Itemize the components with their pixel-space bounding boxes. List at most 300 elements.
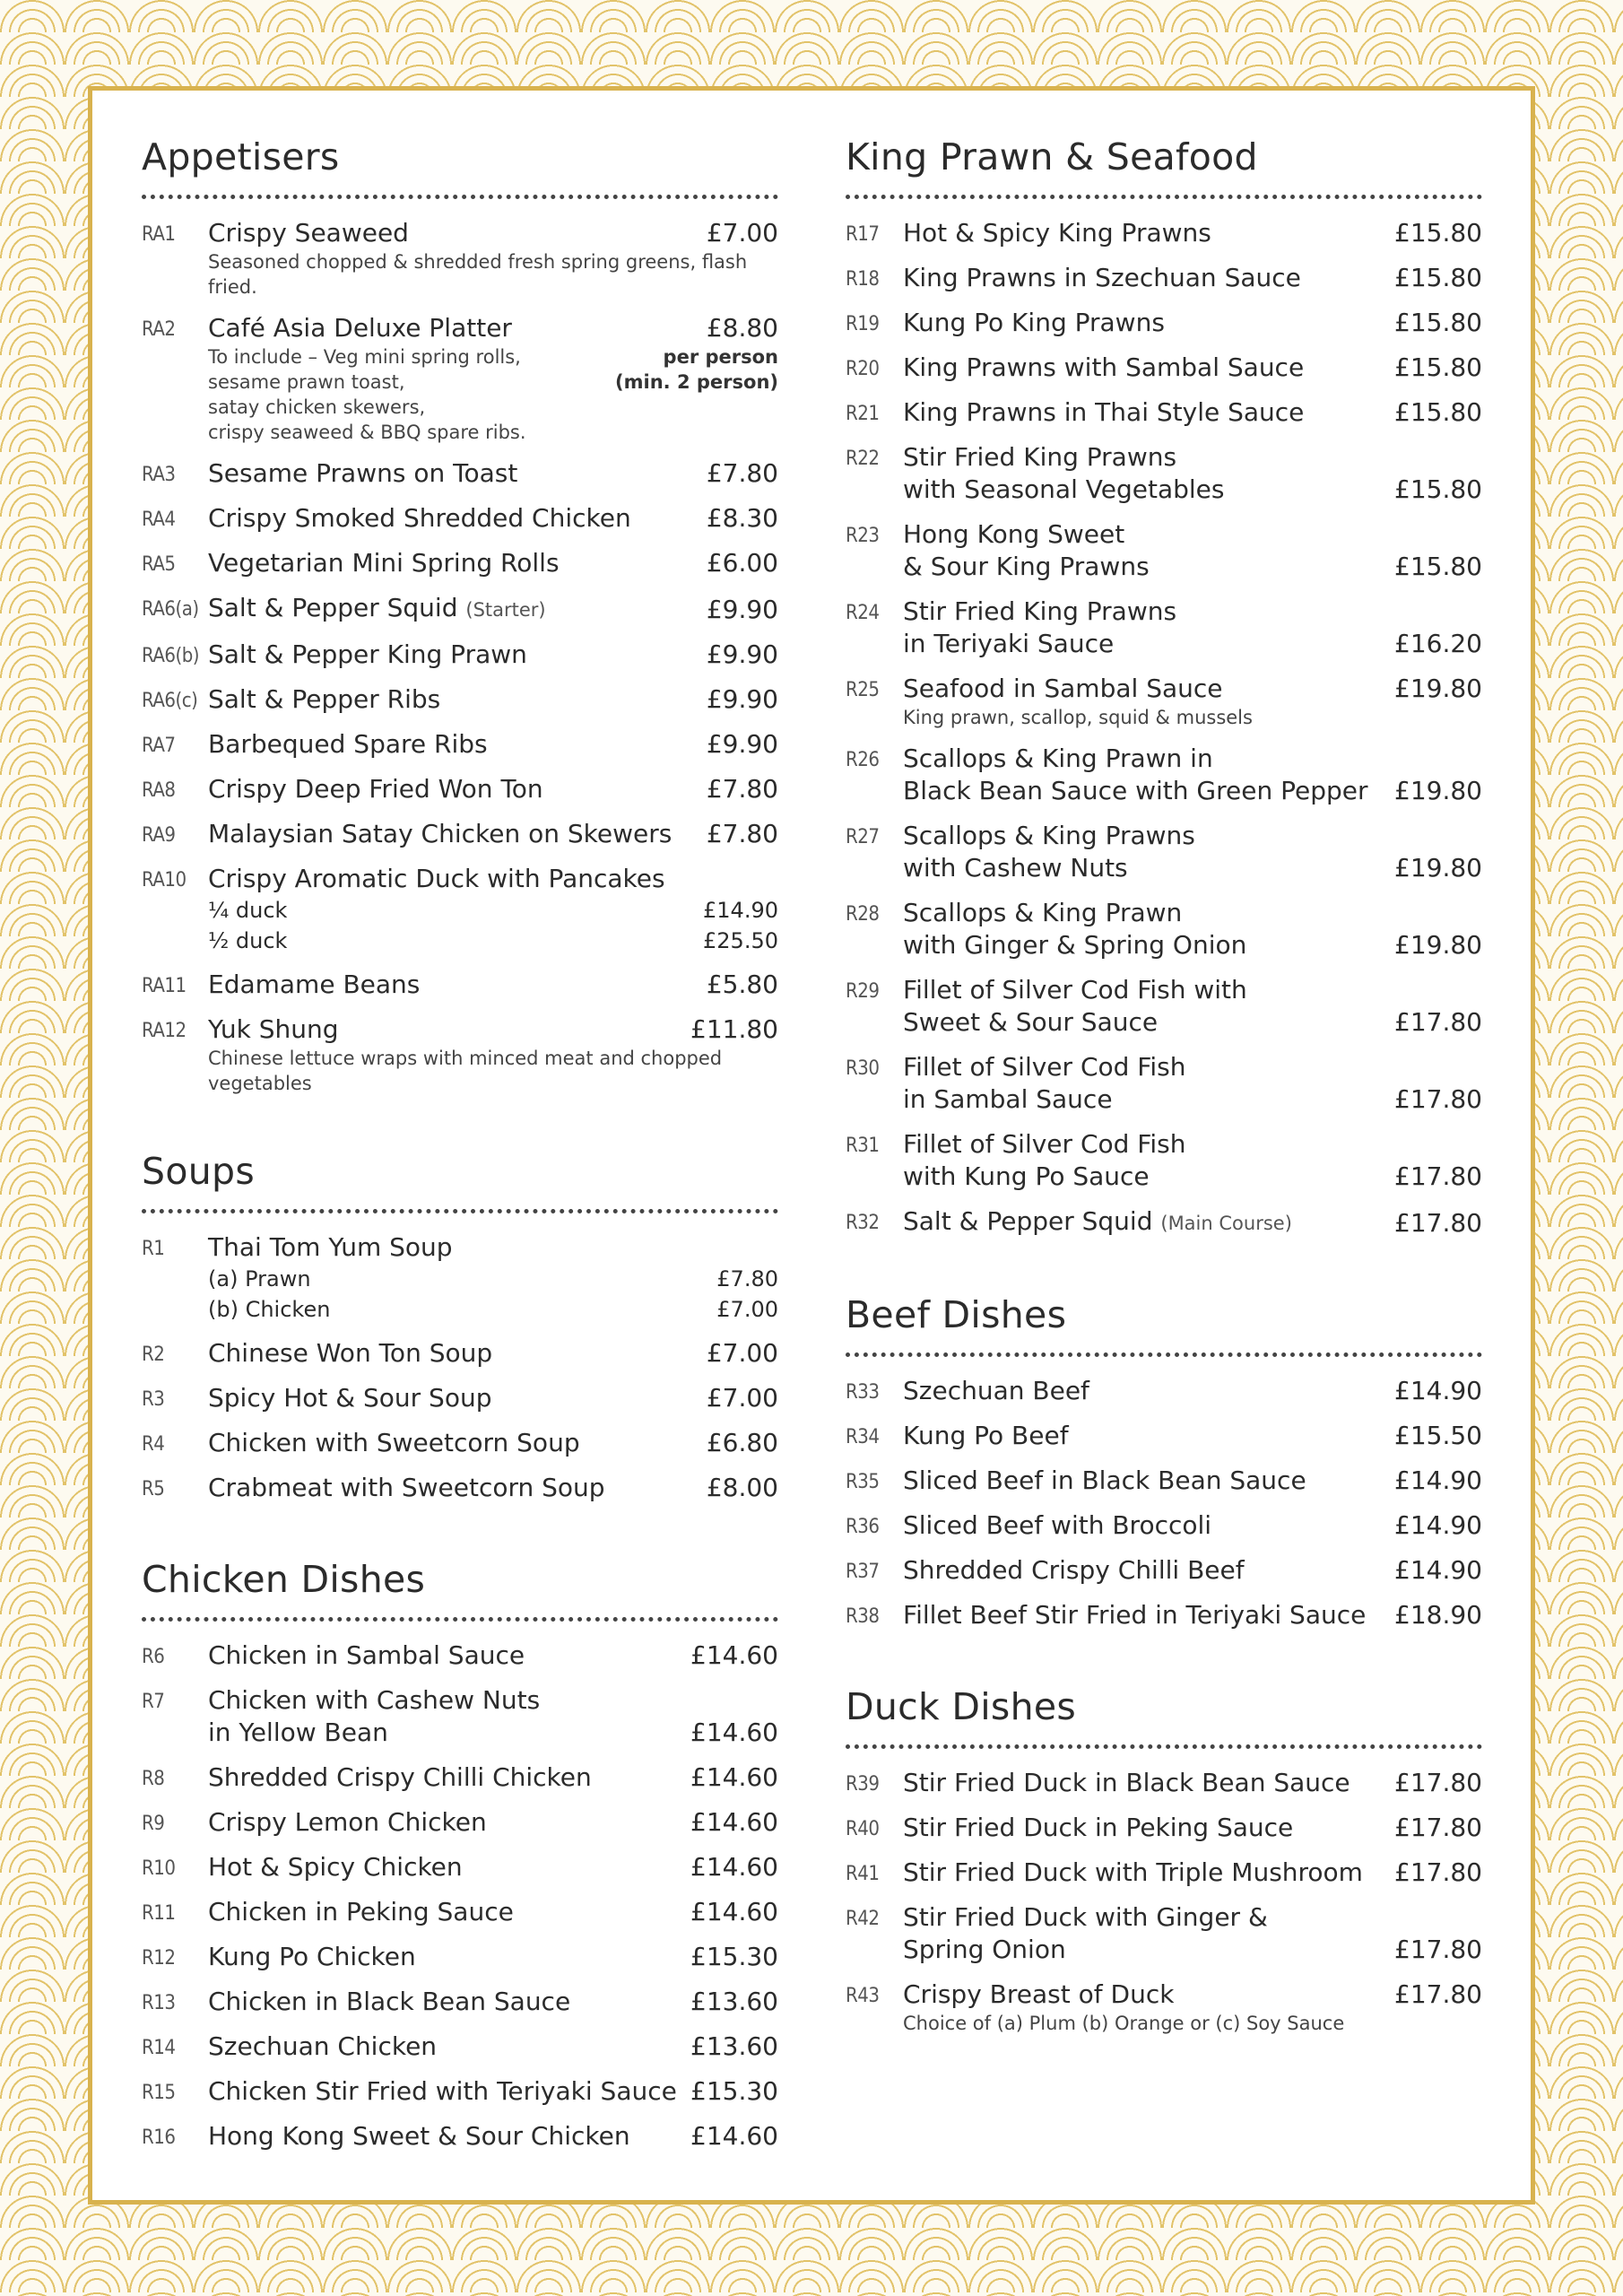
item-price: £5.80 bbox=[706, 970, 778, 999]
menu-section bbox=[846, 135, 1482, 1239]
item-description: King prawn, scallop, squid & mussels bbox=[903, 707, 1253, 728]
menu-item bbox=[846, 1465, 1482, 1497]
item-price: £15.80 bbox=[1394, 218, 1482, 248]
item-price: £9.90 bbox=[706, 729, 778, 759]
item-body bbox=[903, 1857, 1482, 1889]
menu-item bbox=[846, 307, 1482, 339]
item-price: £19.80 bbox=[1394, 674, 1482, 703]
item-body bbox=[903, 1051, 1482, 1116]
item-code: R31 bbox=[846, 1135, 880, 1157]
item-body bbox=[208, 1472, 778, 1504]
item-price: £14.90 bbox=[1394, 1510, 1482, 1540]
item-price: £14.60 bbox=[690, 1807, 778, 1837]
item-price: £14.90 bbox=[1394, 1465, 1482, 1495]
price-note bbox=[615, 344, 778, 395]
item-name-wrap bbox=[208, 1986, 570, 2018]
item-name-wrap bbox=[208, 502, 631, 535]
item-name: Stir Fried Duck in Peking Sauce bbox=[903, 1813, 1294, 1842]
item-name: Shredded Crispy Chilli Chicken bbox=[208, 1762, 592, 1792]
item-row bbox=[208, 1717, 778, 1749]
item-name-wrap bbox=[208, 773, 543, 805]
item-price: £17.80 bbox=[1394, 1813, 1482, 1842]
item-code: R20 bbox=[846, 358, 880, 380]
item-body bbox=[208, 969, 778, 1001]
item-code: R41 bbox=[846, 1863, 880, 1885]
item-body bbox=[208, 1851, 778, 1883]
menu-item bbox=[142, 217, 778, 300]
item-code: R16 bbox=[142, 2126, 176, 2149]
item-name-wrap bbox=[903, 1420, 1069, 1452]
item-price: £14.90 bbox=[1394, 1376, 1482, 1405]
option-price: £7.00 bbox=[716, 1297, 778, 1322]
item-row bbox=[208, 2075, 778, 2108]
menu-item bbox=[846, 1901, 1482, 1966]
menu-section bbox=[142, 135, 778, 1096]
item-name: Szechuan Chicken bbox=[208, 2031, 438, 2061]
menu-item bbox=[846, 743, 1482, 807]
item-price: £17.80 bbox=[1394, 1161, 1482, 1191]
item-name-wrap bbox=[208, 1896, 514, 1928]
item-code: R27 bbox=[846, 826, 880, 848]
item-name-wrap bbox=[208, 1941, 416, 1973]
item-price: £6.80 bbox=[706, 1428, 778, 1457]
item-name: Salt & Pepper Ribs bbox=[208, 684, 441, 714]
menu-item bbox=[846, 1509, 1482, 1542]
item-row bbox=[903, 551, 1482, 583]
item-name-wrap bbox=[208, 1427, 580, 1459]
option-label: ¼ duck bbox=[208, 898, 288, 923]
item-name: Salt & Pepper Squid bbox=[903, 1206, 1153, 1236]
item-row bbox=[208, 2120, 778, 2152]
menu-item bbox=[846, 217, 1482, 249]
item-code: R33 bbox=[846, 1381, 880, 1404]
item-name-wrap bbox=[208, 639, 527, 671]
item-name: Stir Fried King Prawns bbox=[903, 442, 1177, 472]
item-body bbox=[903, 974, 1482, 1039]
item-name: Salt & Pepper King Prawn bbox=[208, 639, 527, 669]
menu-item bbox=[846, 518, 1482, 583]
menu-item bbox=[142, 502, 778, 535]
item-price: £14.90 bbox=[1394, 1555, 1482, 1585]
item-name: Crispy Deep Fried Won Ton bbox=[208, 774, 543, 804]
menu-item bbox=[142, 818, 778, 850]
item-name: Thai Tom Yum Soup bbox=[208, 1232, 453, 1262]
item-price: £17.80 bbox=[1394, 1208, 1482, 1238]
item-name: Kung Po Chicken bbox=[208, 1942, 416, 1971]
item-code: RA5 bbox=[142, 553, 176, 576]
item-price: £19.80 bbox=[1394, 776, 1482, 805]
item-name-wrap bbox=[903, 1205, 1292, 1239]
item-row bbox=[208, 2031, 778, 2063]
item-price: £8.80 bbox=[706, 313, 778, 343]
item-code: R42 bbox=[846, 1908, 880, 1930]
item-name-wrap bbox=[208, 217, 409, 249]
item-row bbox=[208, 1639, 778, 1672]
item-name: Crispy Breast of Duck bbox=[903, 1979, 1175, 2009]
item-row bbox=[903, 1420, 1482, 1452]
item-body bbox=[208, 217, 778, 300]
item-row bbox=[903, 852, 1482, 884]
item-code: R12 bbox=[142, 1947, 176, 1970]
item-code: R35 bbox=[846, 1471, 880, 1493]
item-body bbox=[903, 897, 1482, 961]
item-body bbox=[208, 547, 778, 579]
menu-item bbox=[142, 1941, 778, 1973]
item-code: RA4 bbox=[142, 509, 176, 531]
menu-section bbox=[142, 1150, 778, 1504]
price-note-line: (min. 2 person) bbox=[615, 371, 778, 393]
item-price: £16.20 bbox=[1394, 629, 1482, 658]
item-name: Chicken in Sambal Sauce bbox=[208, 1640, 525, 1670]
item-name: Hong Kong Sweet bbox=[903, 519, 1125, 549]
item-name-wrap bbox=[208, 1761, 592, 1794]
item-code: RA10 bbox=[142, 869, 187, 891]
item-row bbox=[208, 1941, 778, 1973]
item-row bbox=[208, 1382, 778, 1414]
item-name-wrap bbox=[903, 1375, 1089, 1407]
item-price: £14.60 bbox=[690, 1762, 778, 1792]
item-body bbox=[208, 1941, 778, 1973]
menu-item bbox=[846, 1051, 1482, 1116]
item-name: Crabmeat with Sweetcorn Soup bbox=[208, 1473, 605, 1502]
item-code: RA6(a) bbox=[142, 598, 199, 621]
item-name: Fillet Beef Stir Fried in Teriyaki Sauce bbox=[903, 1600, 1367, 1630]
item-code: R29 bbox=[846, 980, 880, 1003]
item-price: £8.30 bbox=[706, 503, 778, 533]
menu-item bbox=[142, 1337, 778, 1370]
item-price: £15.30 bbox=[690, 2076, 778, 2106]
item-code: R13 bbox=[142, 1992, 176, 2014]
item-name-wrap bbox=[208, 818, 672, 850]
item-row bbox=[903, 1767, 1482, 1799]
item-body bbox=[208, 773, 778, 805]
item-name-line-2: Black Bean Sauce with Green Pepper bbox=[903, 776, 1368, 805]
item-price: £17.80 bbox=[1394, 1084, 1482, 1114]
item-name: Stir Fried Duck with Ginger & bbox=[903, 1902, 1268, 1932]
item-body bbox=[208, 2120, 778, 2152]
item-code: RA6(c) bbox=[142, 690, 198, 712]
item-code: R1 bbox=[142, 1238, 165, 1260]
item-code: RA3 bbox=[142, 464, 176, 486]
right-column bbox=[846, 135, 1482, 2090]
menu-item bbox=[846, 974, 1482, 1039]
item-price: £6.00 bbox=[706, 548, 778, 578]
menu-item bbox=[142, 1896, 778, 1928]
menu-item bbox=[142, 457, 778, 490]
item-code: R6 bbox=[142, 1646, 165, 1668]
item-name-line-2: with Kung Po Sauce bbox=[903, 1161, 1150, 1191]
item-row bbox=[208, 1472, 778, 1504]
item-name: Hot & Spicy Chicken bbox=[208, 1852, 463, 1882]
item-price: £7.80 bbox=[706, 819, 778, 848]
menu-item bbox=[142, 1684, 778, 1749]
item-row bbox=[903, 1083, 1482, 1116]
item-body bbox=[903, 1128, 1482, 1193]
item-price: £7.00 bbox=[706, 218, 778, 248]
item-body bbox=[903, 1979, 1482, 2036]
item-code: R32 bbox=[846, 1212, 880, 1234]
item-row bbox=[903, 474, 1482, 506]
item-name-wrap bbox=[208, 1231, 453, 1264]
item-name-wrap bbox=[208, 728, 488, 761]
item-code: R25 bbox=[846, 679, 880, 701]
menu-item bbox=[846, 352, 1482, 384]
item-body bbox=[903, 1901, 1482, 1966]
item-price: £15.80 bbox=[1394, 397, 1482, 427]
item-name: Edamame Beans bbox=[208, 970, 421, 999]
menu-item bbox=[142, 1851, 778, 1883]
menu-item bbox=[142, 1986, 778, 2018]
option-price: £14.90 bbox=[703, 898, 778, 923]
menu-item bbox=[142, 683, 778, 716]
item-row bbox=[903, 1554, 1482, 1587]
item-name-wrap bbox=[208, 969, 420, 1001]
item-name: Fillet of Silver Cod Fish bbox=[903, 1129, 1186, 1159]
item-row bbox=[903, 929, 1482, 961]
item-row bbox=[903, 217, 1482, 249]
item-body bbox=[208, 592, 778, 626]
item-name-wrap bbox=[208, 312, 512, 344]
item-row bbox=[903, 1812, 1482, 1844]
item-row bbox=[208, 1851, 778, 1883]
menu-item bbox=[142, 773, 778, 805]
menu-item bbox=[142, 1013, 778, 1096]
item-body bbox=[903, 673, 1482, 730]
item-body bbox=[208, 1382, 778, 1414]
item-row bbox=[208, 502, 778, 535]
description-line: satay chicken skewers, bbox=[208, 396, 426, 418]
item-name-wrap bbox=[208, 1639, 525, 1672]
item-option bbox=[208, 895, 778, 926]
option-label: (a) Prawn bbox=[208, 1266, 311, 1292]
item-name: Barbequed Spare Ribs bbox=[208, 729, 488, 759]
item-name: Hot & Spicy King Prawns bbox=[903, 218, 1211, 248]
item-description: Choice of (a) Plum (b) Orange or (c) Soy Sauce bbox=[903, 2013, 1345, 2034]
item-code: R10 bbox=[142, 1857, 176, 1880]
item-name-wrap bbox=[208, 683, 440, 716]
item-name: Crispy Seaweed bbox=[208, 218, 409, 248]
item-code: RA2 bbox=[142, 318, 176, 341]
item-option bbox=[208, 926, 778, 956]
menu-item bbox=[846, 1205, 1482, 1239]
item-code: R22 bbox=[846, 448, 880, 470]
menu-item bbox=[142, 1472, 778, 1504]
item-code: RA9 bbox=[142, 824, 176, 847]
item-price: £13.60 bbox=[690, 2031, 778, 2061]
option-label: (b) Chicken bbox=[208, 1297, 331, 1322]
item-body bbox=[208, 312, 778, 445]
item-name-wrap bbox=[903, 352, 1304, 384]
price-note-line: per person bbox=[663, 346, 778, 368]
item-name-line-2: in Yellow Bean bbox=[208, 1718, 388, 1747]
item-row bbox=[208, 592, 778, 626]
section-title: Chicken Dishes bbox=[142, 1558, 426, 1601]
item-code: R3 bbox=[142, 1388, 165, 1411]
menu-item bbox=[846, 673, 1482, 730]
item-name-wrap bbox=[903, 262, 1301, 294]
item-name: Café Asia Deluxe Platter bbox=[208, 313, 512, 343]
item-option bbox=[208, 1294, 778, 1325]
menu-item bbox=[142, 1806, 778, 1839]
dotted-divider bbox=[142, 195, 778, 199]
item-row bbox=[903, 1934, 1482, 1966]
item-body bbox=[903, 1767, 1482, 1799]
item-price: £14.60 bbox=[690, 1640, 778, 1670]
item-body bbox=[903, 1554, 1482, 1587]
item-name-line-2: Sweet & Sour Sauce bbox=[903, 1007, 1159, 1037]
item-body bbox=[208, 502, 778, 535]
item-name-wrap bbox=[208, 592, 546, 626]
menu-item bbox=[142, 1231, 778, 1325]
item-body bbox=[208, 818, 778, 850]
item-row bbox=[208, 1761, 778, 1794]
menu-item bbox=[846, 1375, 1482, 1407]
section-title: King Prawn & Seafood bbox=[846, 135, 1258, 178]
item-code: R36 bbox=[846, 1516, 880, 1538]
menu-item bbox=[846, 596, 1482, 660]
menu-panel bbox=[88, 86, 1535, 2205]
item-name: Sliced Beef in Black Bean Sauce bbox=[903, 1465, 1306, 1495]
dotted-divider bbox=[846, 1352, 1482, 1357]
menu-item bbox=[142, 969, 778, 1001]
item-row bbox=[208, 1986, 778, 2018]
item-code: R4 bbox=[142, 1433, 165, 1456]
item-row bbox=[208, 312, 778, 344]
item-name: Kung Po King Prawns bbox=[903, 308, 1165, 337]
item-code: R14 bbox=[142, 2037, 176, 2059]
item-name: King Prawns with Sambal Sauce bbox=[903, 352, 1305, 382]
item-body bbox=[208, 683, 778, 716]
item-name-line-2: with Seasonal Vegetables bbox=[903, 474, 1225, 504]
item-name: Crispy Smoked Shredded Chicken bbox=[208, 503, 631, 533]
item-body bbox=[208, 1231, 778, 1325]
item-price: £7.80 bbox=[706, 458, 778, 488]
item-row bbox=[903, 1375, 1482, 1407]
item-code: R40 bbox=[846, 1818, 880, 1840]
item-name-wrap bbox=[903, 1554, 1245, 1587]
item-body bbox=[903, 596, 1482, 660]
item-code: RA6(b) bbox=[142, 645, 199, 667]
item-name-wrap bbox=[208, 1337, 492, 1370]
item-row bbox=[208, 639, 778, 671]
item-price: £17.80 bbox=[1394, 1857, 1482, 1887]
item-body bbox=[208, 863, 778, 956]
item-row bbox=[208, 1231, 778, 1264]
item-name: Seafood in Sambal Sauce bbox=[903, 674, 1223, 703]
item-body bbox=[903, 743, 1482, 807]
menu-item bbox=[142, 547, 778, 579]
item-code: R11 bbox=[142, 1902, 176, 1925]
menu-item bbox=[846, 396, 1482, 429]
item-name-wrap bbox=[208, 547, 560, 579]
menu-item bbox=[142, 1382, 778, 1414]
item-code: R5 bbox=[142, 1478, 165, 1500]
item-name: Chicken in Peking Sauce bbox=[208, 1897, 514, 1926]
item-price: £18.90 bbox=[1394, 1600, 1482, 1630]
item-name: Scallops & King Prawns bbox=[903, 821, 1195, 850]
item-code: RA7 bbox=[142, 735, 176, 757]
item-name-wrap bbox=[903, 307, 1165, 339]
menu-item bbox=[142, 728, 778, 761]
item-row bbox=[903, 1599, 1482, 1631]
menu-item bbox=[142, 1427, 778, 1459]
dotted-divider bbox=[142, 1617, 778, 1622]
item-row bbox=[208, 683, 778, 716]
item-name: Chicken Stir Fried with Teriyaki Sauce bbox=[208, 2076, 677, 2106]
item-body bbox=[208, 1761, 778, 1794]
menu-item bbox=[142, 639, 778, 671]
menu-item bbox=[846, 1599, 1482, 1631]
item-price: £7.00 bbox=[706, 1383, 778, 1413]
item-name: Fillet of Silver Cod Fish with bbox=[903, 975, 1247, 1004]
menu-item bbox=[846, 262, 1482, 294]
item-row bbox=[903, 396, 1482, 429]
menu-item bbox=[142, 1761, 778, 1794]
item-price: £11.80 bbox=[690, 1014, 778, 1044]
description-line: crispy seaweed & BBQ spare ribs. bbox=[208, 422, 526, 443]
item-price: £17.80 bbox=[1394, 1007, 1482, 1037]
item-row bbox=[208, 217, 778, 249]
item-code: R15 bbox=[142, 2082, 176, 2104]
item-body bbox=[208, 1684, 778, 1749]
item-row bbox=[208, 969, 778, 1001]
item-body bbox=[208, 457, 778, 490]
item-row bbox=[208, 773, 778, 805]
item-price: £15.80 bbox=[1394, 552, 1482, 581]
item-name-wrap bbox=[208, 1806, 487, 1839]
menu-item bbox=[846, 441, 1482, 506]
item-row bbox=[903, 1205, 1482, 1239]
item-row bbox=[208, 1806, 778, 1839]
menu-section bbox=[846, 1685, 1482, 2036]
item-name-wrap bbox=[208, 1472, 605, 1504]
item-row bbox=[208, 728, 778, 761]
menu-item bbox=[846, 1812, 1482, 1844]
item-name: Crispy Lemon Chicken bbox=[208, 1807, 487, 1837]
item-row bbox=[903, 775, 1482, 807]
item-body bbox=[208, 1013, 778, 1096]
item-row bbox=[208, 863, 778, 895]
item-body bbox=[903, 1205, 1482, 1239]
item-code: R38 bbox=[846, 1605, 880, 1628]
item-body bbox=[208, 2031, 778, 2063]
item-name-wrap bbox=[208, 1851, 463, 1883]
item-name-line-2: with Cashew Nuts bbox=[903, 853, 1128, 883]
item-row bbox=[903, 1979, 1482, 2011]
item-row bbox=[208, 1427, 778, 1459]
item-name: Salt & Pepper Squid bbox=[208, 593, 458, 622]
item-body bbox=[208, 1639, 778, 1672]
item-name-line-2: in Teriyaki Sauce bbox=[903, 629, 1115, 658]
item-code: RA11 bbox=[142, 975, 187, 997]
item-body bbox=[903, 1420, 1482, 1452]
menu-item bbox=[846, 897, 1482, 961]
item-price: £7.00 bbox=[706, 1338, 778, 1368]
item-body bbox=[903, 307, 1482, 339]
section-title: Duck Dishes bbox=[846, 1685, 1077, 1728]
item-description: Chinese lettuce wraps with minced meat and chopped vegetables bbox=[208, 1048, 723, 1094]
item-row bbox=[903, 352, 1482, 384]
menu-item bbox=[846, 1767, 1482, 1799]
item-name: Stir Fried Duck with Triple Mushroom bbox=[903, 1857, 1363, 1887]
item-name: Sliced Beef with Broccoli bbox=[903, 1510, 1212, 1540]
dotted-divider bbox=[142, 1209, 778, 1213]
item-name-wrap bbox=[903, 1767, 1350, 1799]
item-name-wrap bbox=[903, 1812, 1293, 1844]
item-body bbox=[208, 1986, 778, 2018]
item-name: Shredded Crispy Chilli Beef bbox=[903, 1555, 1245, 1585]
item-body bbox=[903, 262, 1482, 294]
